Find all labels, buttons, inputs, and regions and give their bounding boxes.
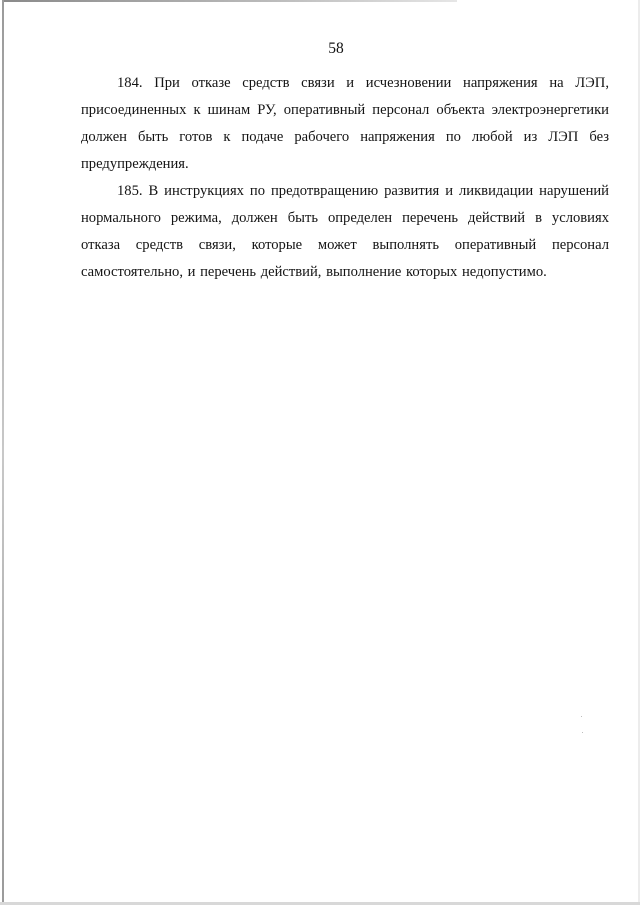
paragraph-185: 185. В инструкциях по предотвращению развития и ликвидации нарушений нормального режима, должен быть определен перечень действий в условиях отказа средств связи, которые может выполнять оперативный персонал самостоятельно, и перечень действий, выполнение которых недопустимо. (81, 183, 609, 280)
document-body (81, 70, 609, 286)
scan-speck (582, 732, 583, 733)
scan-edge-top (2, 0, 457, 2)
paragraph-184: 184. При отказе средств связи и исчезновении напряжения на ЛЭП, присоединенных к шинам РУ, оперативный персонал объекта электроэнергетики должен быть готов к подаче рабочего напряжения по любой из ЛЭП без предупреждения. (81, 75, 609, 172)
scan-edge-left (2, 0, 4, 905)
page-number: 58 (328, 40, 344, 57)
scan-speck (581, 716, 582, 717)
